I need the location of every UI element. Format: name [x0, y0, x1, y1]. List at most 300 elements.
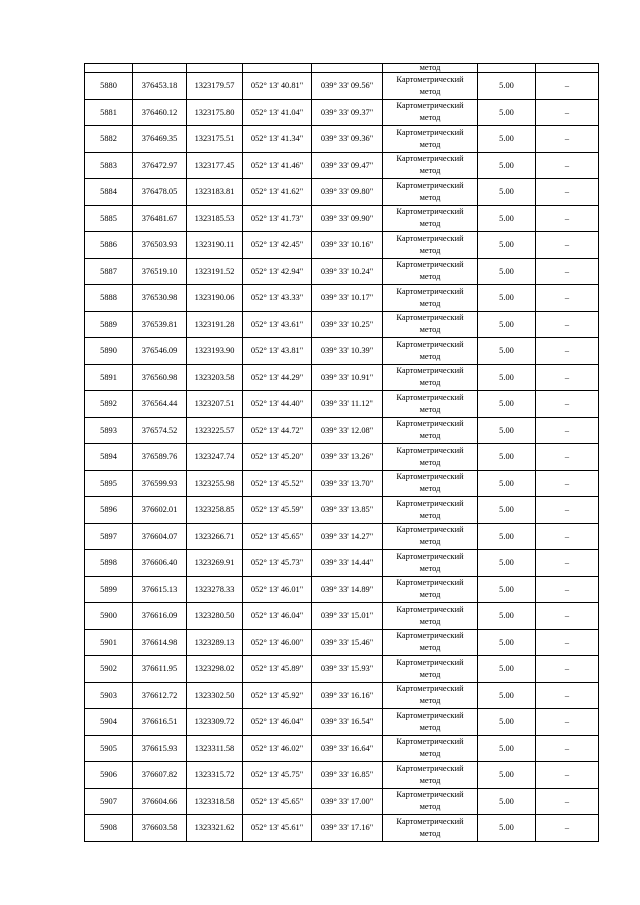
cell-y-coordinate: 1323177.45 [187, 152, 243, 179]
cell-point-number: 5899 [85, 576, 133, 603]
cell-description: – [536, 285, 599, 312]
table-row [85, 682, 599, 709]
method-line-2: метод [419, 298, 441, 308]
cell-method [383, 179, 478, 206]
cell-y-coordinate: 1323193.90 [187, 338, 243, 365]
method-line-1: Картометрический [396, 657, 464, 667]
cell-x-coordinate: 376589.76 [133, 444, 187, 471]
cell-method [383, 709, 478, 736]
cell-point-number: 5882 [85, 126, 133, 153]
cell-longitude: 039° 33' 13.70" [312, 470, 383, 497]
cell-x-coordinate: 376564.44 [133, 391, 187, 418]
cell-empty [243, 64, 312, 73]
method-line-1: Картометрический [396, 260, 464, 270]
cell-y-coordinate: 1323185.53 [187, 205, 243, 232]
table-row [85, 99, 599, 126]
cell-point-number: 5889 [85, 311, 133, 338]
cell-longitude: 039° 33' 15.01" [312, 603, 383, 630]
cell-x-coordinate: 376607.82 [133, 762, 187, 789]
method-tail-text: метод [419, 63, 441, 72]
method-line-1: Картометрический [396, 339, 464, 349]
table-row [85, 629, 599, 656]
cell-point-number: 5881 [85, 99, 133, 126]
table-row [85, 735, 599, 762]
cell-accuracy: 5.00 [478, 179, 536, 206]
cell-empty [133, 64, 187, 73]
cell-accuracy: 5.00 [478, 682, 536, 709]
cell-method [383, 815, 478, 842]
cell-latitude: 052° 13' 45.20" [243, 444, 312, 471]
cell-description: – [536, 629, 599, 656]
cell-accuracy: 5.00 [478, 126, 536, 153]
cell-x-coordinate: 376606.40 [133, 550, 187, 577]
cell-accuracy: 5.00 [478, 735, 536, 762]
cell-accuracy: 5.00 [478, 232, 536, 259]
method-line-2: метод [419, 722, 441, 732]
cell-latitude: 052° 13' 44.72" [243, 417, 312, 444]
cell-method [383, 682, 478, 709]
cell-accuracy: 5.00 [478, 364, 536, 391]
cell-method [383, 497, 478, 524]
cell-longitude: 039° 33' 14.44" [312, 550, 383, 577]
cell-description: – [536, 788, 599, 815]
table-row [85, 232, 599, 259]
table-row [85, 815, 599, 842]
cell-description: – [536, 576, 599, 603]
cell-latitude: 052° 13' 42.45" [243, 232, 312, 259]
cell-latitude: 052° 13' 43.61" [243, 311, 312, 338]
cell-point-number: 5905 [85, 735, 133, 762]
method-line-2: метод [419, 563, 441, 573]
table-row [85, 152, 599, 179]
cell-longitude: 039° 33' 15.46" [312, 629, 383, 656]
cell-x-coordinate: 376614.98 [133, 629, 187, 656]
table-row [85, 523, 599, 550]
cell-latitude: 052° 13' 45.89" [243, 656, 312, 683]
method-line-1: Картометрический [396, 74, 464, 84]
method-line-2: метод [419, 113, 441, 123]
cell-latitude: 052° 13' 45.59" [243, 497, 312, 524]
method-line-2: метод [419, 457, 441, 467]
cell-accuracy: 5.00 [478, 815, 536, 842]
table-row [85, 179, 599, 206]
table-row [85, 603, 599, 630]
method-line-2: метод [419, 643, 441, 653]
cell-latitude: 052° 13' 45.73" [243, 550, 312, 577]
method-line-1: Картометрический [396, 710, 464, 720]
cell-latitude: 052° 13' 44.29" [243, 364, 312, 391]
cell-description: – [536, 73, 599, 100]
method-line-1: Картометрический [396, 551, 464, 561]
cell-longitude: 039° 33' 14.27" [312, 523, 383, 550]
method-line-1: Картометрический [396, 366, 464, 376]
cell-accuracy: 5.00 [478, 550, 536, 577]
cell-longitude: 039° 33' 14.89" [312, 576, 383, 603]
cell-y-coordinate: 1323311.58 [187, 735, 243, 762]
cell-x-coordinate: 376546.09 [133, 338, 187, 365]
cell-accuracy: 5.00 [478, 99, 536, 126]
cell-longitude: 039° 33' 10.39" [312, 338, 383, 365]
cell-description: – [536, 550, 599, 577]
cell-accuracy: 5.00 [478, 709, 536, 736]
table-row [85, 205, 599, 232]
method-line-1: Картометрический [396, 392, 464, 402]
cell-point-number: 5898 [85, 550, 133, 577]
cell-x-coordinate: 376604.07 [133, 523, 187, 550]
cell-accuracy: 5.00 [478, 205, 536, 232]
table-row [85, 338, 599, 365]
cell-description: – [536, 99, 599, 126]
cell-accuracy: 5.00 [478, 470, 536, 497]
method-line-1: Картометрический [396, 101, 464, 111]
cell-method [383, 629, 478, 656]
cell-method [383, 576, 478, 603]
cell-method [383, 205, 478, 232]
method-line-2: метод [419, 775, 441, 785]
table-row [85, 364, 599, 391]
cell-longitude: 039° 33' 17.16" [312, 815, 383, 842]
cell-point-number: 5883 [85, 152, 133, 179]
cell-point-number: 5886 [85, 232, 133, 259]
table-row [85, 391, 599, 418]
cell-x-coordinate: 376611.95 [133, 656, 187, 683]
table-row [85, 417, 599, 444]
method-line-2: метод [419, 378, 441, 388]
cell-longitude: 039° 33' 13.85" [312, 497, 383, 524]
method-line-2: метод [419, 351, 441, 361]
method-line-2: метод [419, 669, 441, 679]
cell-description: – [536, 682, 599, 709]
method-line-2: метод [419, 404, 441, 414]
method-line-1: Картометрический [396, 472, 464, 482]
cell-y-coordinate: 1323318.58 [187, 788, 243, 815]
cell-y-coordinate: 1323266.71 [187, 523, 243, 550]
cell-description: – [536, 523, 599, 550]
cell-point-number: 5885 [85, 205, 133, 232]
method-line-2: метод [419, 696, 441, 706]
cell-point-number: 5880 [85, 73, 133, 100]
table-row [85, 285, 599, 312]
cell-x-coordinate: 376503.93 [133, 232, 187, 259]
cell-x-coordinate: 376615.93 [133, 735, 187, 762]
cell-point-number: 5887 [85, 258, 133, 285]
method-line-1: Картометрический [396, 154, 464, 164]
cell-point-number: 5902 [85, 656, 133, 683]
cell-point-number: 5884 [85, 179, 133, 206]
method-line-1: Картометрический [396, 233, 464, 243]
cell-description: – [536, 391, 599, 418]
cell-y-coordinate: 1323298.02 [187, 656, 243, 683]
cell-latitude: 052° 13' 44.40" [243, 391, 312, 418]
cell-method [383, 73, 478, 100]
cell-accuracy: 5.00 [478, 603, 536, 630]
method-line-1: Картометрический [396, 127, 464, 137]
cell-longitude: 039° 33' 13.26" [312, 444, 383, 471]
method-line-2: метод [419, 828, 441, 838]
cell-x-coordinate: 376530.98 [133, 285, 187, 312]
method-line-1: Картометрический [396, 737, 464, 747]
cell-x-coordinate: 376604.66 [133, 788, 187, 815]
cell-accuracy: 5.00 [478, 73, 536, 100]
cell-y-coordinate: 1323269.91 [187, 550, 243, 577]
cell-description: – [536, 815, 599, 842]
cell-description: – [536, 232, 599, 259]
method-line-2: метод [419, 86, 441, 96]
cell-accuracy: 5.00 [478, 338, 536, 365]
cell-y-coordinate: 1323207.51 [187, 391, 243, 418]
cell-description: – [536, 470, 599, 497]
cell-point-number: 5891 [85, 364, 133, 391]
cell-longitude: 039° 33' 12.08" [312, 417, 383, 444]
cell-accuracy: 5.00 [478, 788, 536, 815]
cell-latitude: 052° 13' 45.92" [243, 682, 312, 709]
cell-method [383, 550, 478, 577]
cell-method [383, 735, 478, 762]
cell-longitude: 039° 33' 09.36" [312, 126, 383, 153]
cell-latitude: 052° 13' 41.73" [243, 205, 312, 232]
cell-longitude: 039° 33' 16.85" [312, 762, 383, 789]
cell-latitude: 052° 13' 41.46" [243, 152, 312, 179]
cell-latitude: 052° 13' 45.61" [243, 815, 312, 842]
cell-empty [536, 64, 599, 73]
cell-x-coordinate: 376612.72 [133, 682, 187, 709]
cell-x-coordinate: 376460.12 [133, 99, 187, 126]
table-row [85, 656, 599, 683]
method-line-1: Картометрический [396, 525, 464, 535]
method-line-1: Картометрический [396, 445, 464, 455]
cell-x-coordinate: 376602.01 [133, 497, 187, 524]
table-row [85, 73, 599, 100]
cell-accuracy: 5.00 [478, 444, 536, 471]
method-line-1: Картометрический [396, 604, 464, 614]
cell-x-coordinate: 376478.05 [133, 179, 187, 206]
method-line-2: метод [419, 325, 441, 335]
cell-latitude: 052° 13' 41.04" [243, 99, 312, 126]
cell-accuracy: 5.00 [478, 152, 536, 179]
cell-y-coordinate: 1323183.81 [187, 179, 243, 206]
cell-empty [312, 64, 383, 73]
cell-method [383, 470, 478, 497]
cell-description: – [536, 709, 599, 736]
cell-description: – [536, 444, 599, 471]
method-line-2: метод [419, 510, 441, 520]
method-line-1: Картометрический [396, 816, 464, 826]
cell-x-coordinate: 376616.51 [133, 709, 187, 736]
cell-method [383, 788, 478, 815]
cell-longitude: 039° 33' 11.12" [312, 391, 383, 418]
cell-latitude: 052° 13' 46.04" [243, 603, 312, 630]
cell-latitude: 052° 13' 46.04" [243, 709, 312, 736]
cell-y-coordinate: 1323190.11 [187, 232, 243, 259]
cell-y-coordinate: 1323289.13 [187, 629, 243, 656]
cell-point-number: 5901 [85, 629, 133, 656]
method-line-1: Картометрический [396, 207, 464, 217]
cell-x-coordinate: 376615.13 [133, 576, 187, 603]
cell-accuracy: 5.00 [478, 629, 536, 656]
cell-point-number: 5888 [85, 285, 133, 312]
cell-longitude: 039° 33' 15.93" [312, 656, 383, 683]
cell-accuracy: 5.00 [478, 576, 536, 603]
cell-latitude: 052° 13' 45.75" [243, 762, 312, 789]
cell-x-coordinate: 376453.18 [133, 73, 187, 100]
method-line-2: метод [419, 802, 441, 812]
cell-y-coordinate: 1323203.58 [187, 364, 243, 391]
method-line-2: метод [419, 431, 441, 441]
cell-point-number: 5900 [85, 603, 133, 630]
cell-longitude: 039° 33' 10.17" [312, 285, 383, 312]
cell-longitude: 039° 33' 10.16" [312, 232, 383, 259]
cell-longitude: 039° 33' 16.54" [312, 709, 383, 736]
cell-longitude: 039° 33' 09.56" [312, 73, 383, 100]
cell-point-number: 5907 [85, 788, 133, 815]
cell-y-coordinate: 1323255.98 [187, 470, 243, 497]
cell-accuracy: 5.00 [478, 656, 536, 683]
cell-y-coordinate: 1323191.28 [187, 311, 243, 338]
cell-description: – [536, 762, 599, 789]
method-line-1: Картометрический [396, 763, 464, 773]
cell-point-number: 5897 [85, 523, 133, 550]
method-line-1: Картометрический [396, 180, 464, 190]
cell-empty [187, 64, 243, 73]
cell-point-number: 5894 [85, 444, 133, 471]
cell-longitude: 039° 33' 16.16" [312, 682, 383, 709]
cell-description: – [536, 311, 599, 338]
method-line-1: Картометрический [396, 498, 464, 508]
method-line-1: Картометрический [396, 631, 464, 641]
cell-longitude: 039° 33' 09.47" [312, 152, 383, 179]
cell-point-number: 5908 [85, 815, 133, 842]
coordinates-table [84, 63, 599, 842]
cell-y-coordinate: 1323302.50 [187, 682, 243, 709]
cell-x-coordinate: 376469.35 [133, 126, 187, 153]
cell-point-number: 5890 [85, 338, 133, 365]
cell-point-number: 5904 [85, 709, 133, 736]
cell-y-coordinate: 1323280.50 [187, 603, 243, 630]
cell-point-number: 5906 [85, 762, 133, 789]
cell-y-coordinate: 1323179.57 [187, 73, 243, 100]
method-line-2: метод [419, 192, 441, 202]
table-body [85, 64, 599, 842]
method-line-1: Картометрический [396, 790, 464, 800]
method-line-2: метод [419, 484, 441, 494]
cell-latitude: 052° 13' 46.01" [243, 576, 312, 603]
cell-description: – [536, 603, 599, 630]
cell-x-coordinate: 376574.52 [133, 417, 187, 444]
cell-accuracy: 5.00 [478, 523, 536, 550]
cell-longitude: 039° 33' 10.91" [312, 364, 383, 391]
cell-latitude: 052° 13' 43.33" [243, 285, 312, 312]
cell-x-coordinate: 376481.67 [133, 205, 187, 232]
cell-method [383, 762, 478, 789]
table-row [85, 258, 599, 285]
cell-accuracy: 5.00 [478, 258, 536, 285]
method-line-2: метод [419, 166, 441, 176]
table-row [85, 444, 599, 471]
table-row [85, 788, 599, 815]
table-row [85, 311, 599, 338]
cell-x-coordinate: 376603.58 [133, 815, 187, 842]
cell-y-coordinate: 1323278.33 [187, 576, 243, 603]
method-line-1: Картометрический [396, 313, 464, 323]
cell-y-coordinate: 1323321.62 [187, 815, 243, 842]
cell-longitude: 039° 33' 09.80" [312, 179, 383, 206]
cell-method [383, 285, 478, 312]
cell-empty [85, 64, 133, 73]
cell-point-number: 5896 [85, 497, 133, 524]
cell-method [383, 311, 478, 338]
cell-y-coordinate: 1323225.57 [187, 417, 243, 444]
cell-latitude: 052° 13' 45.65" [243, 523, 312, 550]
cell-x-coordinate: 376599.93 [133, 470, 187, 497]
cell-accuracy: 5.00 [478, 285, 536, 312]
cell-accuracy: 5.00 [478, 497, 536, 524]
cell-method [383, 523, 478, 550]
cell-x-coordinate: 376519.10 [133, 258, 187, 285]
cell-latitude: 052° 13' 45.52" [243, 470, 312, 497]
cell-latitude: 052° 13' 42.94" [243, 258, 312, 285]
method-line-1: Картометрический [396, 684, 464, 694]
method-line-2: метод [419, 219, 441, 229]
cell-y-coordinate: 1323175.80 [187, 99, 243, 126]
cell-longitude: 039° 33' 17.00" [312, 788, 383, 815]
cell-description: – [536, 126, 599, 153]
cell-method [383, 656, 478, 683]
cell-description: – [536, 497, 599, 524]
cell-x-coordinate: 376472.97 [133, 152, 187, 179]
method-line-2: метод [419, 139, 441, 149]
cell-y-coordinate: 1323175.51 [187, 126, 243, 153]
cell-y-coordinate: 1323191.52 [187, 258, 243, 285]
cell-latitude: 052° 13' 40.81" [243, 73, 312, 100]
cell-description: – [536, 179, 599, 206]
table-row [85, 470, 599, 497]
method-line-2: метод [419, 537, 441, 547]
cell-y-coordinate: 1323315.72 [187, 762, 243, 789]
cell-longitude: 039° 33' 09.90" [312, 205, 383, 232]
continued-row [85, 64, 599, 73]
cell-accuracy: 5.00 [478, 762, 536, 789]
cell-method [383, 152, 478, 179]
cell-method [383, 258, 478, 285]
table-row [85, 576, 599, 603]
cell-description: – [536, 258, 599, 285]
cell-method [383, 364, 478, 391]
table-row [85, 497, 599, 524]
cell-latitude: 052° 13' 45.65" [243, 788, 312, 815]
cell-description: – [536, 364, 599, 391]
cell-longitude: 039° 33' 10.25" [312, 311, 383, 338]
cell-method [383, 338, 478, 365]
cell-description: – [536, 417, 599, 444]
cell-accuracy: 5.00 [478, 417, 536, 444]
cell-accuracy: 5.00 [478, 311, 536, 338]
method-line-2: метод [419, 590, 441, 600]
table-row [85, 709, 599, 736]
cell-description: – [536, 205, 599, 232]
cell-y-coordinate: 1323190.06 [187, 285, 243, 312]
cell-x-coordinate: 376539.81 [133, 311, 187, 338]
cell-longitude: 039° 33' 16.64" [312, 735, 383, 762]
cell-method [383, 417, 478, 444]
cell-description: – [536, 735, 599, 762]
cell-point-number: 5893 [85, 417, 133, 444]
cell-method [383, 126, 478, 153]
cell-y-coordinate: 1323247.74 [187, 444, 243, 471]
cell-longitude: 039° 33' 10.24" [312, 258, 383, 285]
cell-method [383, 444, 478, 471]
cell-longitude: 039° 33' 09.37" [312, 99, 383, 126]
table-row [85, 550, 599, 577]
